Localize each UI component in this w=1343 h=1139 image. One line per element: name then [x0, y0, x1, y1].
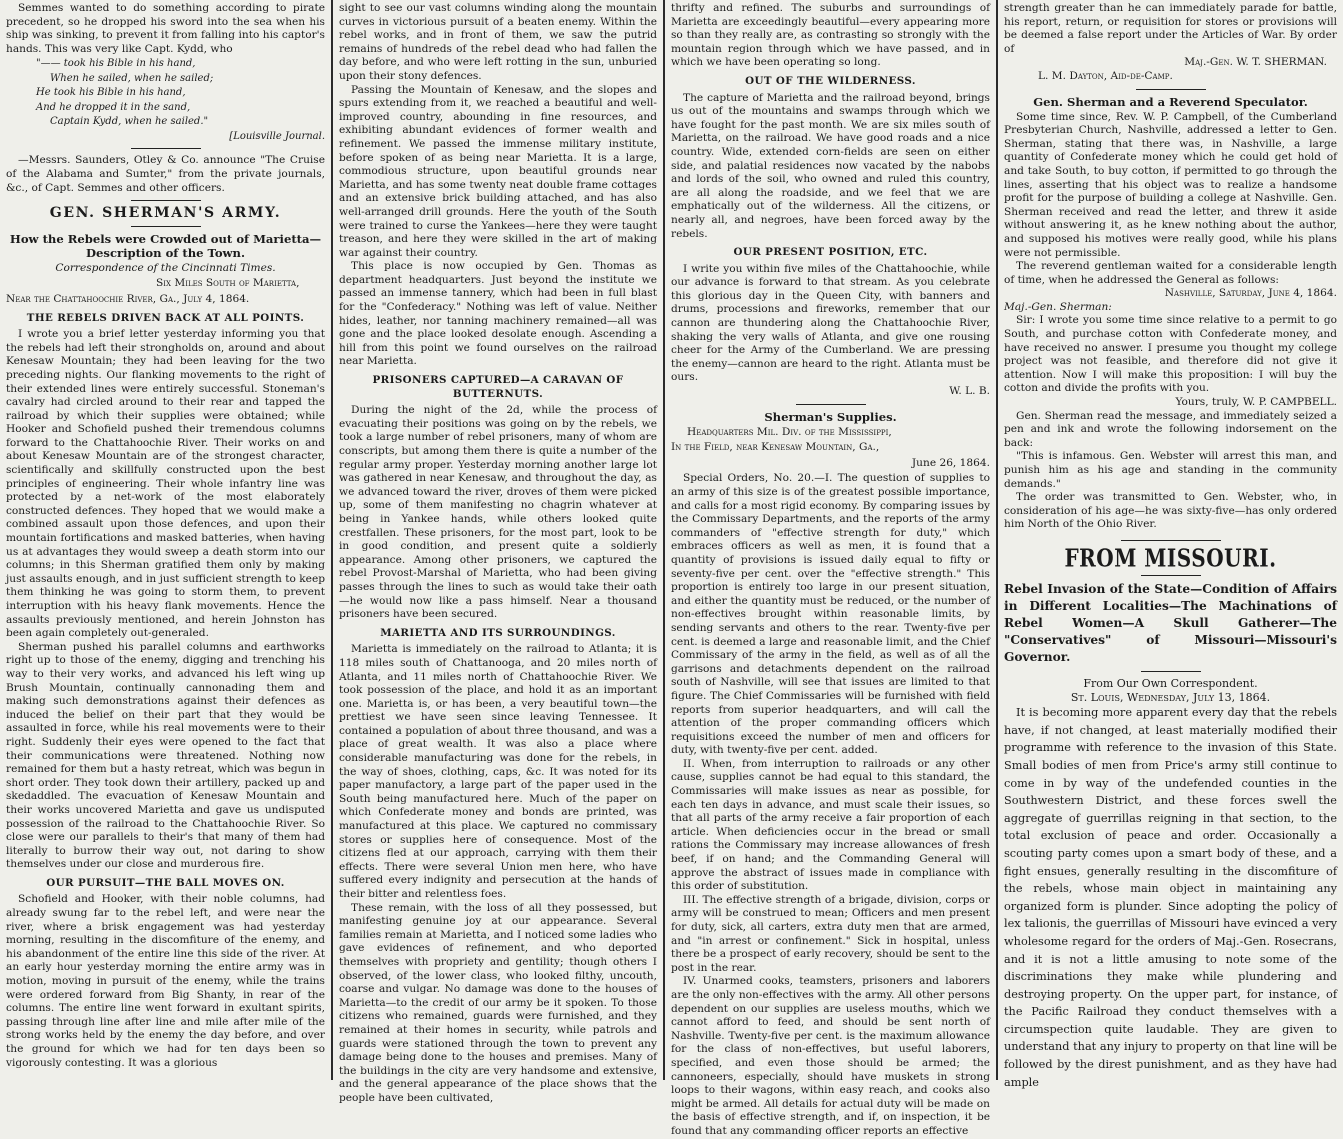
article-headline: GEN. SHERMAN'S ARMY.: [49, 205, 282, 222]
dateline-line-1: Six Miles South of Marietta,: [156, 277, 300, 290]
column-5: [998, 534, 1343, 1089]
letter-dateline: Nashville, Saturday, June 4, 1864.: [1164, 287, 1337, 300]
letter-closing: Yours, truly, W. P. CAMPBELL.: [1175, 396, 1337, 409]
verse-line: When he sailed, when he sailed;: [50, 72, 214, 84]
dateline-line-2: Near the Chattahoochie River, Ga., July 4, 1864.: [6, 292, 250, 305]
body-paragraph: IV. Unarmed cooks, teamsters, prisoners and laborers are the only non-effectives with the army. All other persons dependent on our supplies are useless mouths, which we cannot afford to feed, and should be sent north of Nashville. Twenty-five per cent. is the maximum allowance for the class of non-effectives, but useful laborers, specified, and even those should be armed; the cannoneers, especially, should have muskets in strong loops to their wagons, within easy reach, and cooks also might be armed. All details for actual duty will be made on the basis of effective strength, and if, on inspection, it be found that any commanding officer reports an effective: [671, 975, 990, 1137]
article-headline: FROM MISSOURI.: [1064, 543, 1277, 573]
body-paragraph: Schofield and Hooker, with their noble columns, had already swung far to the rebel left, and were near the river, where a brisk engagement was had yesterday morning, resulting in the discomfiture of the enemy, and his abandonment of the entire line this side of the river. At an early hour yesterday morning the entire army was in motion, moving in pursuit of the enemy, while the trains were ordered forward from Big Shanty, in rear of the columns. The entire line went forward in exultant spirits, passing through line after line and mile after mile of the strong works held by the enemy the day before, and over the ground for which we had for ten days been so vigorously contesting. It was a glorious: [6, 893, 325, 1069]
divider: [131, 200, 201, 201]
headquarters-line-2: In the Field, near Kenesaw Mountain, Ga.,: [671, 441, 880, 454]
body-paragraph: Marietta is immediately on the railroad to Atlanta; it is 118 miles south of Chattanooga, and 20 miles north of Atlanta, and 11 miles north of Chattahoochie River. We took possession of the place, and hold it as an important one. Marietta is, or has been, a very beautiful town—the prettiest we have seen since leaving Tennessee. It contained a population of about three thousand, and was a place of great wealth. It was also a place where considerable manufacturing was done for the rebels, in the way of shoes, clothing, caps, &c. It was noted for its paper manufactory, a large part of the paper used in the South being manufactured here. Much of the paper on which Confederate money and bonds are printed, was manufactured at this place. We captured no commissary stores or supplies here of consequence. Most of the citizens fled at our approach, carrying with them their effects. There were several Union men here, who have suffered every indignity and persecution at the hands of their bitter and relentless foes.: [339, 643, 657, 900]
divider: [1141, 575, 1201, 576]
divider: [796, 404, 866, 405]
headquarters-line-1: Headquarters Mil. Div. of the Mississippi,: [687, 425, 892, 438]
article-headline: Gen. Sherman and a Reverend Speculator.: [1033, 94, 1308, 109]
kydd-verse: [6, 58, 325, 143]
dateline: St. Louis, Wednesday, July 13, 1864.: [1070, 690, 1271, 704]
section-heading: OUR PRESENT POSITION, ETC.: [733, 246, 928, 259]
signature-aide: L. M. Dayton, Aid-de-Camp.: [1038, 69, 1173, 82]
body-paragraph: Some time since, Rev. W. P. Campbell, of the Cumberland Presbyterian Church, Nashville, addressed a letter to Gen. Sherman, stating that there was, in Nashville, a large quantity of Confederate money which he could get hold of and take South, to buy cotton, if permitted to go through the lines, asserting that his object was to realize a handsome profit for the purpose of building a college at Nashville. Gen. Sherman received and read the letter, and threw it aside without answering it, as he knew nothing about the author, and supposed his motives were really good, while his plans were not permissible.: [1004, 110, 1337, 259]
body-paragraph: Sherman pushed his parallel columns and earthworks right up to those of the enemy, digging and trenching his way to their very works, and advanced his left wing up Brush Mountain, continually cannonading them and making such demonstrations against their defences as induced the belief on their part that they would be assaulted in force, while his real movements were to their right. Suddenly their eyes were opened to the fact that their communications were threatened. Nothing now remained for them but a hasty retreat, which was begun in short order. They took down their artillery, packed up and skedaddled. The evacuation of Kenesaw Mountain and their works uncovered Marietta and gave us undisputed possession of the railroad to the Chattahoochie River. So close were our parallels to their's that many of them had literally to burrow their way out, not daring to show themselves under our close and murderous fire.: [6, 640, 325, 871]
body-paragraph: thrifty and refined. The suburbs and surroundings of Marietta are exceedingly beautiful—every appearing more so than they really are, as contrasting so strongly with the mountain region through which we have passed, and in which we have been operating so long.: [671, 2, 990, 69]
divider: [1141, 671, 1201, 672]
section-heading: MARIETTA AND ITS SURROUNDINGS.: [380, 626, 616, 639]
body-paragraph: During the night of the 2d, while the process of evacuating their positions was going on by the rebels, we took a large number of rebel prisoners, many of whom are conscripts, but among them there is quite a number of the regular army proper. Yesterday morning another large lot was gathered in near Kenesaw, and throughout the day, as we advanced toward the river, droves of them were picked up, some of them manifesting no chagrin whatever at being in Yankee hands, while others looked quite crestfallen. These prisoners, for the most part, look to be in good condition, and present quite a soldierly appearance. Among other prisoners, we captured the rebel Provost-Marshal of Marietta, who had been giving passes through the lines to such as would take their oath—he would now like a pass himself. Near a thousand prisoners have been secured.: [339, 404, 657, 621]
column-1: [0, 0, 331, 1080]
body-paragraph: The capture of Marietta and the railroad beyond, brings us out of the mountains and swamps through which we have fought for the past month. We are six miles south of Marietta, on the railroad. We have good roads and a nice country. Wide, extended corn-fields are seen on either side, and palatial residences now vacated by the nabobs and lords of the soil, who owned and ruled this country, are all along the roadside, and we feel that we are emphatically out of the wilderness. All the citizens, or nearly all, and negroes, have been forced away by the rebels.: [671, 91, 990, 240]
article-subheadline: Rebel Invasion of the State—Condition of Affairs in Different Localities—The Machinations of Rebel Women—A Skull Gatherer—The "Conservatives" of Missouri—Missouri's Governor.: [1004, 582, 1337, 664]
body-paragraph: I wrote you a brief letter yesterday informing you that the rebels had left their strongholds on, around and about Kenesaw Mountain; they had been leaving for the two preceding nights. Our flanking movements to the right of their extended lines were entirely successful. Stoneman's cavalry had circled around to their rear and tapped the railroad by which their supplies were obtained; while Hooker and Schofield pushed their tremendous columns forward to the Chattahoochie River. Their works on and about Kenesaw Mountain are of the strongest character, scientifically and skillfully constructed upon the best principles of engineering. Their whole infantry line was protected by a net-work of the most elaborately constructed defences. They hoped that we would make a combined assault upon those defences, and upon their mountain fortifications and masked batteries, when having us at advantages they would sweep a death storm into our columns; in this Sherman gratified them only by making just assaults enough, and in just sufficient strength to keep them thinking he was going to storm them, to prevent interruption with his heavy flank movements. Hence the assaults previously mentioned, and herein Johnston has been again completely out-generaled.: [6, 328, 325, 640]
divider: [1121, 540, 1221, 541]
headquarters-date: June 26, 1864.: [911, 456, 990, 469]
announcement-paragraph: —Messrs. Saunders, Otley & Co. announce "The Cruise of the Alabama and Sumter," from the private journals, &c., of Capt. Semmes and other officers.: [6, 154, 325, 194]
correspondent-credit: From Our Own Correspondent.: [1083, 677, 1258, 690]
body-paragraph: strength greater than he can immediately parade for battle, his report, return, or requisition for stores or provisions will be deemed a false report under the Articles of War. By order of: [1004, 2, 1337, 55]
body-paragraph: "This is infamous. Gen. Webster will arrest this man, and punish him as his age and standing in the community demands.": [1004, 450, 1337, 490]
verse-line: He took his Bible in his hand,: [36, 87, 186, 99]
body-paragraph: This place is now occupied by Gen. Thomas as department headquarters. Just beyond the institute we passed an immense tannery, which had been in full blast for the "Confederacy." Nothing was left of value. Neither hides, leather, nor tanning machinery remained—all was gone and the place looked desolate enough. Ascending a hill from this point we found ourselves on the railroad near Marietta.: [339, 260, 657, 368]
body-paragraph: The reverend gentleman waited for a considerable length of time, when he addressed the General as follows:: [1004, 260, 1337, 286]
body-paragraph: The order was transmitted to Gen. Webster, who, in consideration of his age—he was sixty-five—has only ordered him North of the Ohio River.: [1004, 491, 1337, 531]
verse-source: [Louisville Journal.: [229, 130, 325, 142]
body-paragraph: Special Orders, No. 20.—I. The question of supplies to an army of this size is of the greatest possible importance, and calls for a most rigid economy. By comparing issues by the Commissary Departments, and the reports of the army commanders of "effective strength for duty," which embraces officers as well as men, it is found that a quantity of provisions is issued daily equal to fifty or seventy-five per cent. over the "effective strength." This proportion is entirely too large in our present situation, and either the quantity must be reduced, or the number of non-effectives brought within reasonable limits, by sending servants and others to the rear. Twenty-five per cent. is deemed a large and reasonable limit, and the Chief Commissary of the army in the field, as well as of all the garrisons and detachments dependent on the railroad south of Nashville, will see that issues are limited to that figure. The Chief Commissaries will be furnished with field reports from superior headquarters, and will call the attention of the proper commanding officers which requisitions exceed the number of men and officers for duty, with twenty-five per cent. added.: [671, 472, 990, 757]
article-headline: Sherman's Supplies.: [764, 409, 897, 424]
body-paragraph: sight to see our vast columns winding along the mountain curves in victorious pursuit of a beaten enemy. Within the rebel works, and in front of them, we saw the putrid remains of hundreds of the rebel dead who had fallen the day before, and who were left rotting in the sun, unburied upon their stony defences.: [339, 2, 657, 82]
body-paragraph: II. When, from interruption to railroads or any other cause, supplies cannot be had equal to this standard, the Commissaries will make issues as near as possible, for each ten days in advance, and must scale their issues, so that all parts of the army receive a fair proportion of each article. When deficiencies occur in the bread or small rations the Commissary may increase allowances of fresh beef, if on hand; and the Commanding General will approve the abstract of issues made in compliance with this order of substitution.: [671, 757, 990, 893]
body-paragraph: I write you within five miles of the Chattahoochie, while our advance is forward to that stream. As you celebrate this glorious day in the Queen City, with banners and drums, processions and fireworks, remember that our cannon are thundering along the Chattahoochie River, shaking the very walls of Atlanta, and give one rousing cheer for the Army of the Cumberland. We are pressing the enemy—cannon are heard to the right. Atlanta must be ours.: [671, 262, 990, 384]
signature-general: Maj.-Gen. W. T. SHERMAN.: [1184, 56, 1327, 69]
column-3: [665, 0, 996, 1137]
body-paragraph: III. The effective strength of a brigade, division, corps or army will be construed to mean; Officers and men present for duty, sick, all carters, extra duty men that are armed, and "in arrest or confinement." Sick in hospital, unless there be a prospect of early recovery, should be sent to the post in the rear.: [671, 893, 990, 974]
semmes-paragraph: Semmes wanted to do something according to pirate precedent, so he dropped his sword into the sea when his ship was sinking, to prevent it from falling into his captor's hands. This was very like Capt. Kydd, who: [6, 2, 325, 55]
article-subheadline: How the Rebels were Crowded out of Marietta—Description of the Town.: [9, 231, 322, 260]
section-heading: OUR PURSUIT—THE BALL MOVES ON.: [46, 876, 285, 889]
divider: [131, 148, 201, 149]
signature-initials: W. L. B.: [949, 385, 990, 398]
body-paragraph: Gen. Sherman read the message, and immediately seized a pen and ink and wrote the following indorsement on the back:: [1004, 409, 1337, 449]
correspondence-credit: Correspondence of the Cincinnati Times.: [55, 261, 276, 274]
section-heading: THE REBELS DRIVEN BACK AT ALL POINTS.: [26, 311, 305, 324]
letter-body: Sir: I wrote you some time since relative to a permit to go South, and purchase cotton with Confederate money, and have received no answer. I presume you thought my college project was not feasible, and therefore did not give it attention. Now I will make this proposition: I will buy the cotton and divide the profits with you.: [1004, 314, 1337, 395]
column-4: [998, 0, 1343, 534]
section-heading: PRISONERS CAPTURED—A CARAVAN OF BUTTERNUTS.: [372, 374, 624, 400]
verse-line: Captain Kydd, when he sailed.": [50, 116, 209, 128]
divider: [131, 226, 201, 227]
body-paragraph: Passing the Mountain of Kenesaw, and the slopes and spurs extending from it, we reached a beautiful and well-improved country, abounding in fine resources, and exhibiting abundant evidences of former wealth and refinement. We passed the immense military institute, before spoken of as being near Marietta. It is a large, commodious structure, upon beautiful grounds near Marietta, and has some twenty neat double frame cottages and an extensive brick building attached, and has also well-arranged drill grounds. Here the youth of the South were trained to curse the Yankees—here they were taught treason, and here they were skilled in the art of making war against their country.: [339, 83, 657, 259]
letter-salutation: Maj.-Gen. Sherman:: [1004, 300, 1112, 313]
body-paragraph: It is becoming more apparent every day that the rebels have, if not changed, at least materially modified their programme with reference to the invasion of this State. Small bodies of men from Price's army still continue to come in by way of the undefended counties in the Southwestern District, and these forces swell the aggregate of guerrillas reigning in that section, to the total exclusion of peace and order. Occasionally a scouting party comes upon a smart body of these, and a fight ensues, generally resulting in the discomfiture of the rebels, whose main object in maintaining any organized form is plunder. Since adopting the policy of lex talionis, the guerrillas of Missouri have evinced a very wholesome regard for the orders of Maj.-Gen. Rosecrans, and it is not a little amusing to note some of the discriminations they make while plundering and destroying property. On the upper part, for instance, of the Pacific Railroad they conduct themselves with a circumspection quite laudable. They are given to understand that any injury to property on that line will be followed by the direst punishment, and as they have had ample: [1004, 706, 1337, 1089]
body-paragraph: These remain, with the loss of all they possessed, but manifesting genuine joy at our appearance. Several families remain at Marietta, and I noticed some ladies who gave evidences of refinement, and who deported themselves with propriety and gentility; though others I observed, of the lower class, who looked filthy, uncouth, coarse and vulgar. No damage was done to the houses of Marietta—to the credit of our army be it spoken. To those citizens who remained, guards were furnished, and they remained at their homes in security, while patrols and guards were stationed through the town to prevent any damage being done to the houses and premises. Many of the buildings in the city are very handsome and extensive, and the general appearance of the place shows that the people have been cultivated,: [339, 901, 657, 1104]
divider: [1136, 89, 1206, 90]
section-heading: OUT OF THE WILDERNESS.: [745, 74, 916, 87]
verse-line: "—— took his Bible in his hand,: [36, 58, 196, 70]
column-2: [333, 0, 663, 1104]
verse-line: And he dropped it in the sand,: [36, 101, 191, 113]
